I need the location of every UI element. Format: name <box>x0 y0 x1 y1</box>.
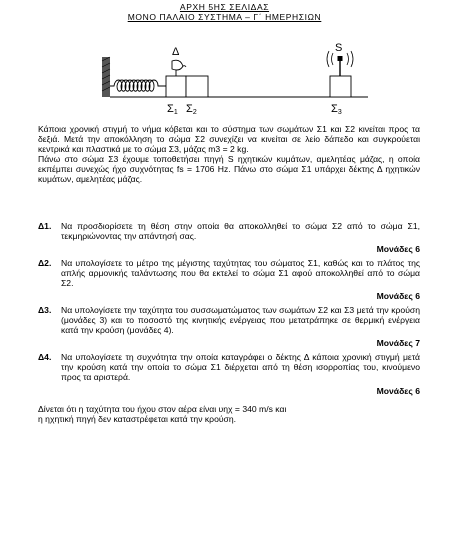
question-d2-marks: Μονάδες 6 <box>376 291 420 301</box>
block-s2 <box>186 76 208 97</box>
physics-figure <box>88 40 378 118</box>
intro-paragraph-1: Κάποια χρονική στιγμή το νήμα κόβεται και το σύστημα των σωμάτων Σ1 και Σ2 κινείται προς τα δεξιά. Μετά την αποκόλληση το σώμα Σ2 συνεχίζει να κινείται σε λείο δάπεδο και συγκρούεται κεντρικά και πλαστικά με το σώμα Σ3, μάζας m3 = 2 kg. <box>38 124 420 154</box>
given-line-1: Δίνεται ότι η ταχύτητα του ήχου στον αέρα είναι υηχ = 340 m/s και <box>38 404 287 414</box>
question-number: Δ3. <box>38 305 52 315</box>
page-header-title: ΑΡΧΗ 5ΗΣ ΣΕΛΙΔΑΣ <box>179 2 270 12</box>
question-number: Δ2. <box>38 258 52 268</box>
given-line-2: η ηχητική πηγή δεν καταστρέφεται κατά την κρούση. <box>38 414 237 424</box>
question-d4 <box>38 352 420 382</box>
label-source: S <box>335 42 343 54</box>
question-number: Δ4. <box>38 352 52 362</box>
question-text: Να προσδιορίσετε τη θέση στην οποία θα αποκολληθεί το σώμα Σ2 από το σώμα Σ1, τεκμηριώνοντας την απάντησή σας. <box>61 221 420 241</box>
question-d2 <box>38 258 420 288</box>
question-text: Να υπολογίσετε τη συχνότητα την οποία καταγράφει ο δέκτης Δ κάποια χρονική στιγμή μετά την κρούση κατά την οποία το σώμα Σ1 διέρχεται από τη θέση ισορροπίας του, κινούμενο προς τα αριστερά. <box>61 352 420 382</box>
intro-text <box>38 124 420 184</box>
question-d3-marks: Μονάδες 7 <box>376 338 420 348</box>
page-header-subtitle: ΜΟΝΟ ΠΑΛΑΙΟ ΣΥΣΤΗΜΑ – Γ΄ ΗΜΕΡΗΣΙΩΝ <box>127 12 322 22</box>
sound-source-icon <box>327 51 353 76</box>
label-s1: Σ1 <box>167 103 178 116</box>
question-text: Να υπολογίσετε την ταχύτητα του συσσωματώματος των σωμάτων Σ2 και Σ3 μετά την κρούση (μονάδες 3) και το ποσοστό της κινητικής ενέργειας που μετατράπηκε σε θερμική ενέργεια κατά την κρούση (μονάδες 4). <box>61 305 420 335</box>
block-s3 <box>330 76 351 97</box>
question-number: Δ1. <box>38 221 52 231</box>
spring <box>110 80 166 91</box>
intro-paragraph-2: Πάνω στο σώμα Σ3 έχουμε τοποθετήσει πηγή S ηχητικών κυμάτων, αμελητέας μάζας, η οποία εκπέμπει συνεχώς ήχο συχνότητας fs = 1706 Hz. Πάνω στο σώμα Σ1 υπάρχει δέκτης Δ ηχητικών κυμάτων, αμελητέας μάζας. <box>38 154 420 184</box>
question-text: Να υπολογίσετε το μέτρο της μέγιστης ταχύτητας του σώματος Σ1, καθώς και το πλάτος της απλής αρμονικής ταλάντωσης που θα εκτελεί το σώμα Σ1 αφού αποκολληθεί από το σώμα Σ2. <box>61 258 420 288</box>
label-s2: Σ2 <box>186 103 197 116</box>
question-d3 <box>38 305 420 335</box>
given-data <box>38 404 420 424</box>
receiver-icon <box>172 60 186 76</box>
block-s1 <box>166 76 186 97</box>
question-d1-marks: Μονάδες 6 <box>376 244 420 254</box>
label-delta: Δ <box>172 46 180 58</box>
question-d1 <box>38 221 420 241</box>
page-header <box>0 2 449 22</box>
label-s3: Σ3 <box>331 103 342 116</box>
question-d4-marks: Μονάδες 6 <box>376 386 420 396</box>
